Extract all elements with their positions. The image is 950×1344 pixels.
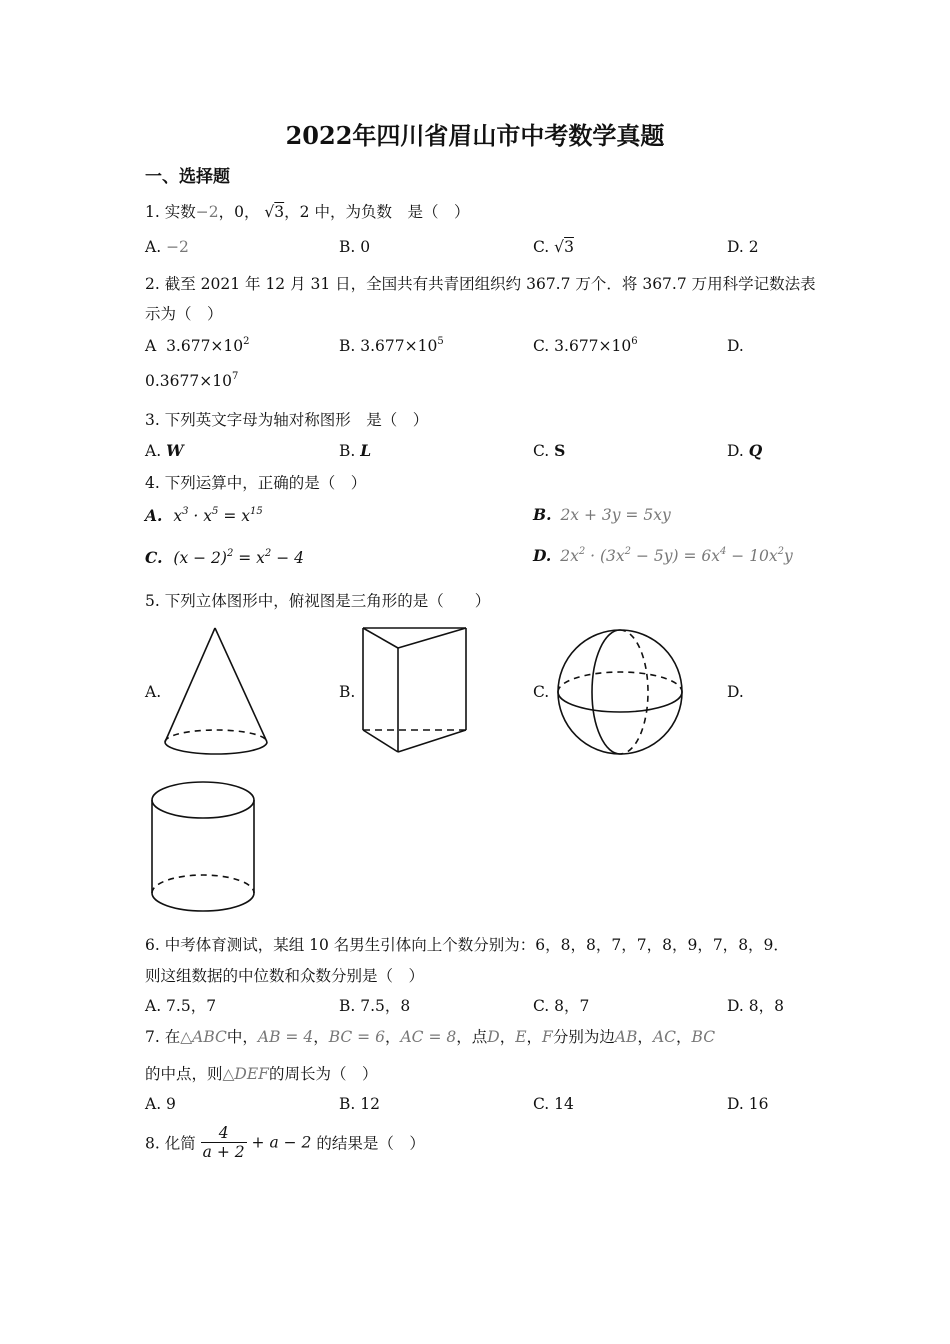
question-1-option-b[interactable]: B. 0 [339, 238, 371, 256]
question-3-stem: 3. 下列英文字母为轴对称图形 是（ ） [145, 411, 429, 429]
fraction: $\frac{4}{a + 2}$ [202, 1124, 245, 1161]
question-5-option-d[interactable]: D. [727, 683, 744, 701]
question-4-option-b[interactable]: B. 2x + 3y = 5xy [533, 505, 671, 524]
question-2-stem-line1: 2. 截至 2021 年 12 月 31 日，全国共有共青团组织约 367.7 万个．将 367.7 万用科学记数法表 [145, 275, 816, 293]
question-2-option-d-label[interactable]: D. [727, 337, 744, 355]
question-3-option-d[interactable]: D. Q [727, 441, 763, 460]
question-6-option-b[interactable]: B. 7.5，8 [339, 997, 411, 1015]
question-6-option-a[interactable]: A. 7.5，7 [145, 997, 217, 1015]
triangular-prism-icon [360, 625, 470, 757]
cone-icon [160, 625, 272, 760]
sqrt-icon: √3 [264, 203, 285, 221]
question-5-option-b[interactable]: B. [339, 683, 356, 701]
question-2-stem-line2: 示为（ ） [145, 305, 223, 323]
question-3-option-b[interactable]: B. L [339, 441, 372, 460]
question-6-stem-line1: 6. 中考体育测试，某组 10 名男生引体向上个数分别为：6，8，8，7，7，8，9，7，8，9． [145, 936, 789, 954]
question-1-stem: 1. 实数−2，0， √3，2 中，为负数 是（ ） [145, 203, 470, 221]
question-2-option-d[interactable]: $0.3677\times 10^7$ [145, 371, 239, 390]
page-title: 2022年四川省眉山市中考数学真题 [285, 121, 665, 150]
sqrt-icon: √3 [554, 238, 574, 256]
question-3-option-a[interactable]: A. W [145, 441, 184, 460]
question-4-option-d[interactable]: D. $2x^2 \cdot (3x^2 - 5y) = 6x^4 - 10x^2y$ [533, 546, 793, 565]
question-1-option-a[interactable]: A. −2 [145, 238, 189, 256]
question-1-option-d[interactable]: D. 2 [727, 238, 759, 256]
question-5-option-a[interactable]: A. [145, 683, 162, 701]
question-6-stem-line2: 则这组数据的中位数和众数分别是（ ） [145, 967, 425, 985]
question-2-option-c[interactable]: C. $3.677\times 10^6$ [533, 336, 638, 355]
question-7-stem-line1: 7. 在△ABC中，AB = 4，BC = 6，AC = 8，点D，E，F分别为边AB，AC，BC [145, 1028, 716, 1046]
cylinder-icon [148, 778, 260, 920]
question-4-option-c[interactable]: C. $(x - 2)^2 = x^2 - 4$ [145, 548, 304, 567]
question-7-option-a[interactable]: A. 9 [145, 1095, 176, 1113]
question-1-option-c[interactable]: C. √3 [533, 238, 574, 256]
question-4-option-a[interactable]: A. $x^3 \cdot x^5 = x^{15}$ [145, 506, 263, 525]
sphere-icon [555, 627, 687, 757]
question-5-option-c[interactable]: C. [533, 683, 550, 701]
question-7-option-b[interactable]: B. 12 [339, 1095, 380, 1113]
question-8-stem: 8. 化简 $\frac{4}{a + 2}$ + a − 2 的结果是（ ） [145, 1124, 425, 1161]
question-7-option-d[interactable]: D. 16 [727, 1095, 769, 1113]
question-2-option-b[interactable]: B. $3.677\times 10^5$ [339, 336, 444, 355]
question-6-option-d[interactable]: D. 8，8 [727, 997, 784, 1015]
question-2-option-a[interactable]: A $3.677\times 10^2$ [145, 336, 250, 355]
question-5-stem: 5. 下列立体图形中，俯视图是三角形的是（ ） [145, 592, 491, 610]
question-7-stem-line2: 的中点，则△DEF的周长为（ ） [145, 1065, 378, 1083]
question-4-stem: 4. 下列运算中，正确的是（ ） [145, 474, 367, 492]
question-7-option-c[interactable]: C. 14 [533, 1095, 574, 1113]
section-heading: 一、选择题 [145, 167, 230, 187]
question-3-option-c[interactable]: C. S [533, 441, 566, 460]
question-6-option-c[interactable]: C. 8，7 [533, 997, 590, 1015]
